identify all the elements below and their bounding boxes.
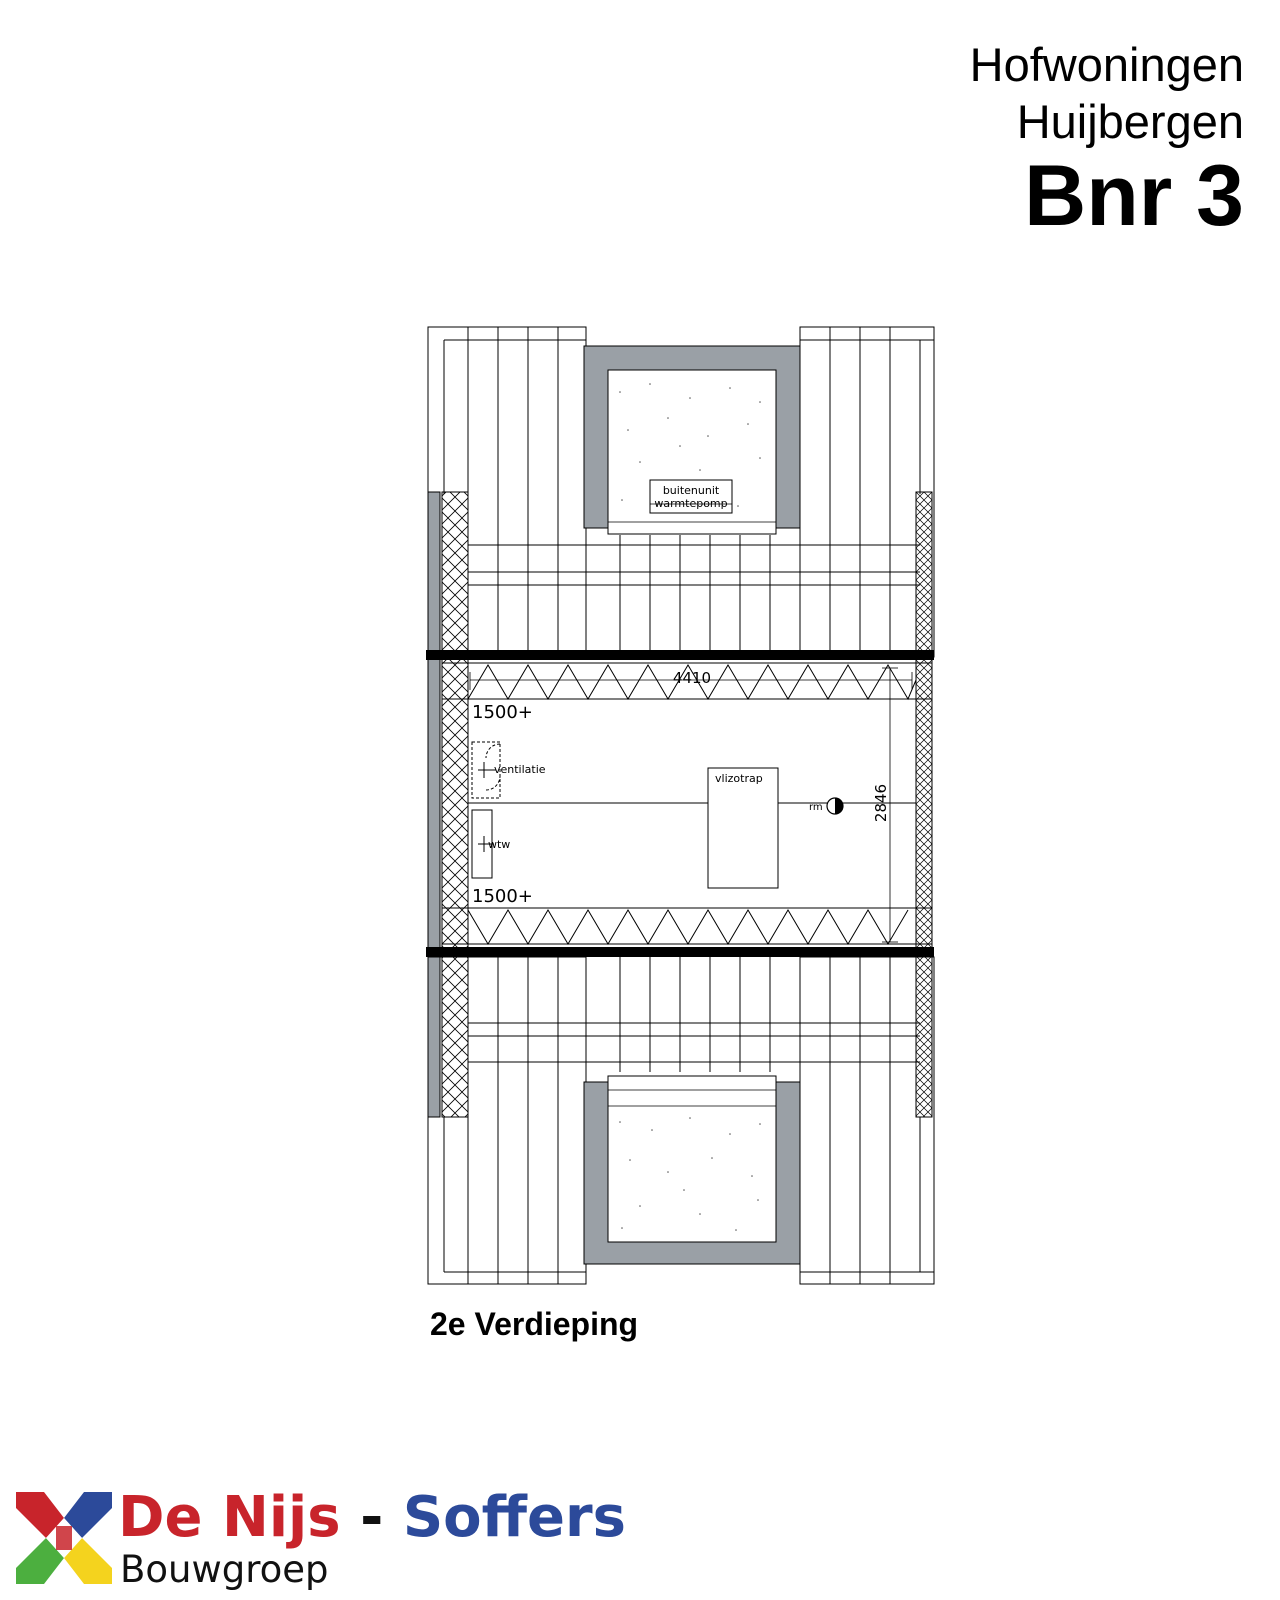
outdoor-unit-label: buitenunit: [662, 484, 720, 497]
lot-number: Bnr 3: [1024, 148, 1244, 244]
company-name-red: De Nijs: [118, 1485, 341, 1550]
company-name: [118, 1486, 626, 1550]
project-name: Hofwoningen: [969, 38, 1244, 91]
company-subtitle: Bouwgroep: [120, 1548, 329, 1591]
company-name-separator: -: [360, 1485, 384, 1550]
floor-edge-top: [426, 650, 934, 660]
logo-mark-icon: [16, 1488, 112, 1588]
floor-edge-bottom: [426, 947, 934, 957]
height-mark-bottom: 1500+: [472, 886, 533, 907]
roof-lower-right: [800, 957, 934, 1284]
dimension-depth-label: 2846: [872, 783, 890, 823]
truss-lower: [442, 908, 932, 944]
company-logo: [16, 1485, 716, 1600]
wtw-label: wtw: [488, 838, 511, 851]
dimension-width-label: 4410: [672, 669, 712, 687]
ventilation-label: ventilatie: [494, 763, 546, 776]
roof-upper-middle: [468, 535, 920, 657]
floor-label: 2e Verdieping: [430, 1306, 639, 1342]
dormer-lower: [584, 1076, 800, 1264]
loft-ladder-label: vlizotrap: [715, 772, 763, 785]
smoke-detector-label: rm: [809, 802, 823, 813]
smoke-detector-icon: [827, 798, 843, 814]
height-mark-top: 1500+: [472, 702, 533, 723]
wall-left: [428, 492, 468, 1117]
company-name-blue: Soffers: [402, 1485, 626, 1550]
attic-room: [468, 699, 916, 908]
loft-ladder-hatch: [708, 768, 778, 888]
roof-upper-right: [800, 327, 934, 657]
roof-lower-middle: [468, 957, 920, 1072]
outdoor-unit-sublabel: warmtepomp: [654, 497, 728, 510]
project-location: Huijbergen: [1016, 95, 1244, 148]
